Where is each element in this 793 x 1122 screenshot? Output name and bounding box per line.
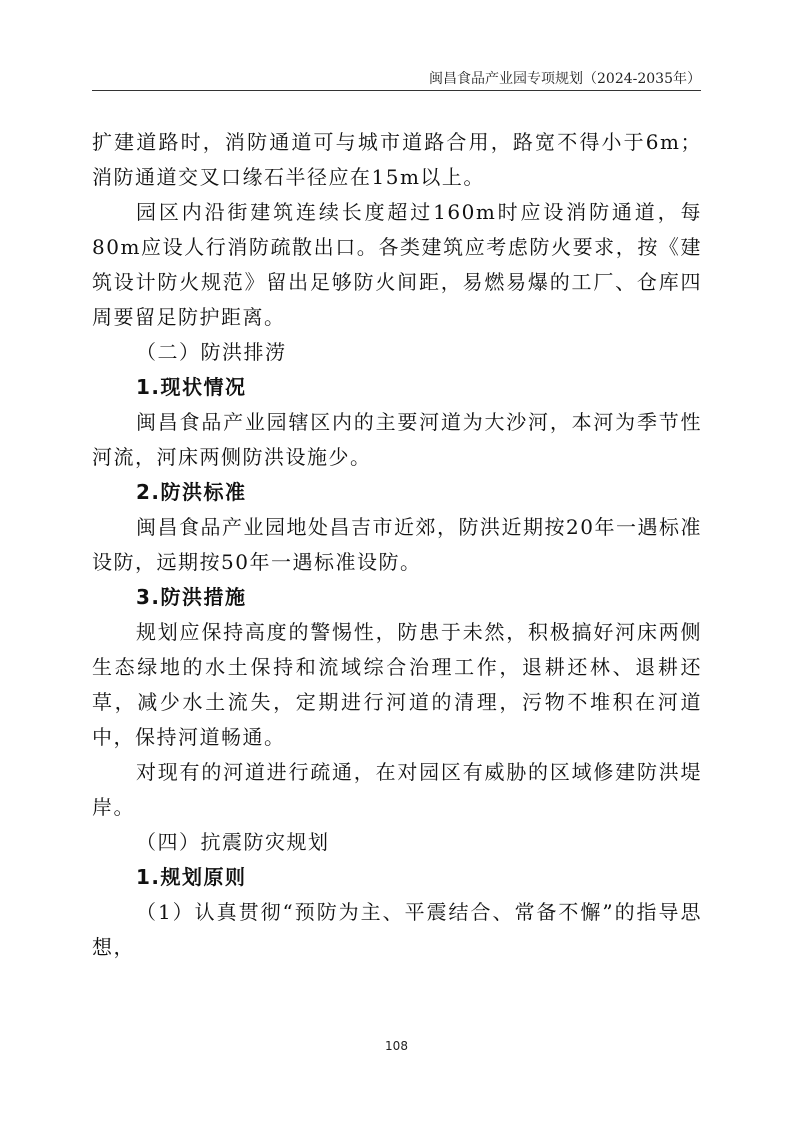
paragraph-principle-1: （1）认真贯彻“预防为主、平震结合、常备不懈”的指导思想， <box>92 900 702 959</box>
paragraph-fire-exit: 园区内沿街建筑连续长度超过160m时应设消防通道，每80m应设人行消防疏散出口。各类建筑应考虑防火要求，按《建筑设计防火规范》留出足够防火间距，易燃易爆的工厂、仓库四周要留足防护距离。 <box>92 200 702 329</box>
paragraph-status: 闽昌食品产业园辖区内的主要河道为大沙河，本河为季节性河流，河床两侧防洪设施少。 <box>92 410 702 469</box>
subheading-principle: 1.规划原则 <box>136 865 247 889</box>
subheading-measures: 3.防洪措施 <box>136 585 247 609</box>
paragraph-standard: 闽昌食品产业园地处昌吉市近郊，防洪近期按20年一遇标准设防，远期按50年一遇标准设防。 <box>92 515 702 574</box>
subheading-standard: 2.防洪标准 <box>136 480 247 504</box>
section-heading-quake: （四）抗震防灾规划 <box>136 830 330 854</box>
page-number: 108 <box>385 1039 408 1053</box>
subheading-status: 1.现状情况 <box>136 375 247 399</box>
running-header: 闽昌食品产业园专项规划（2024-2035年） <box>429 71 701 87</box>
paragraph-fire-road: 扩建道路时，消防通道可与城市道路合用，路宽不得小于6m；消防通道交叉口缘石半径应在15m以上。 <box>92 130 702 189</box>
section-heading-flood: （二）防洪排涝 <box>136 340 287 364</box>
paragraph-measures-2: 对现有的河道进行疏通，在对园区有威胁的区域修建防洪堤岸。 <box>92 760 702 819</box>
header-rule <box>92 90 701 91</box>
page-body <box>92 125 702 965</box>
paragraph-measures-1: 规划应保持高度的警惕性，防患于未然，积极搞好河床两侧生态绿地的水土保持和流域综合治理工作，退耕还林、退耕还草，减少水土流失，定期进行河道的清理，污物不堆积在河道中，保持河道畅通。 <box>92 620 702 749</box>
